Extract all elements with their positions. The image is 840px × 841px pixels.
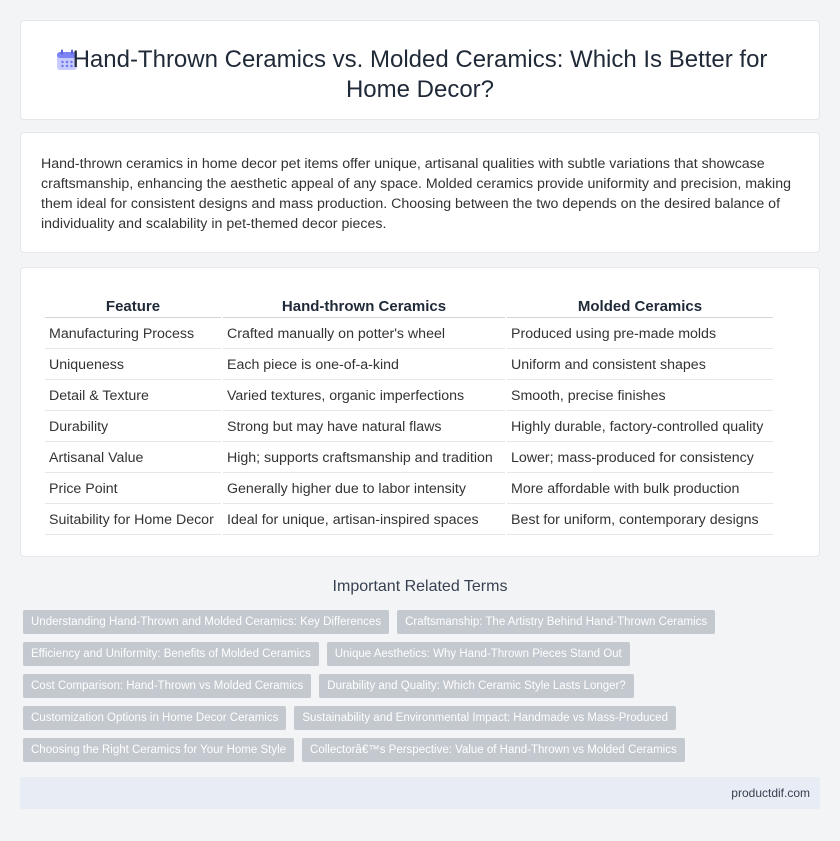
molded-cell: Produced using pre-made molds [507, 320, 773, 349]
related-term-tag[interactable]: Efficiency and Uniformity: Benefits of Molded Ceramics [23, 642, 319, 666]
hand-thrown-cell: Each piece is one-of-a-kind [223, 351, 505, 380]
column-header-feature: Feature [45, 296, 221, 318]
feature-cell: Manufacturing Process [45, 320, 221, 349]
table-row [45, 444, 773, 473]
related-term-tag[interactable]: Unique Aesthetics: Why Hand-Thrown Pieces Stand Out [327, 642, 630, 666]
related-term-tag[interactable]: Understanding Hand-Thrown and Molded Ceramics: Key Differences [23, 610, 389, 634]
feature-cell: Price Point [45, 475, 221, 504]
feature-cell: Detail & Texture [45, 382, 221, 411]
table-row [45, 413, 773, 442]
intro-paragraph: Hand-thrown ceramics in home decor pet items offer unique, artisanal qualities with subtle variations that showcase craftsmanship, enhancing the aesthetic appeal of any space. Molded ceramics provide uniformity and precision, making them ideal for consistent designs and mass production. Choosing between the two depends on the desired balance of individuality and scalability in pet-themed decor pieces. [41, 156, 791, 232]
feature-cell: Artisanal Value [45, 444, 221, 473]
related-term-tag[interactable]: Customization Options in Home Decor Ceramics [23, 706, 286, 730]
related-term-tag[interactable]: Durability and Quality: Which Ceramic Style Lasts Longer? [319, 674, 634, 698]
feature-cell: Suitability for Home Decor [45, 506, 221, 535]
molded-cell: Best for uniform, contemporary designs [507, 506, 773, 535]
table-row [45, 320, 773, 349]
comparison-card [20, 267, 820, 557]
intro-card [20, 132, 820, 253]
hand-thrown-cell: Strong but may have natural flaws [223, 413, 505, 442]
hand-thrown-cell: High; supports craftsmanship and tradition [223, 444, 505, 473]
column-header-hand-thrown: Hand-thrown Ceramics [223, 296, 505, 318]
header-card [20, 20, 820, 120]
page-title: Hand-Thrown Ceramics vs. Molded Ceramics: Which Is Better for Home Decor? [72, 46, 768, 103]
related-term-tag[interactable]: Craftsmanship: The Artistry Behind Hand-Thrown Ceramics [397, 610, 715, 634]
related-term-tag[interactable]: Collectorâ€™s Perspective: Value of Hand-Thrown vs Molded Ceramics [302, 738, 685, 762]
related-terms-heading: Important Related Terms [332, 578, 508, 595]
hand-thrown-cell: Crafted manually on potter's wheel [223, 320, 505, 349]
molded-cell: Smooth, precise finishes [507, 382, 773, 411]
table-header-row [45, 296, 773, 318]
molded-cell: Uniform and consistent shapes [507, 351, 773, 380]
table-row [45, 351, 773, 380]
feature-cell: Uniqueness [45, 351, 221, 380]
hand-thrown-cell: Ideal for unique, artisan-inspired spaces [223, 506, 505, 535]
footer-bar [20, 777, 820, 809]
feature-cell: Durability [45, 413, 221, 442]
related-terms-list [23, 610, 743, 762]
molded-cell: Lower; mass-produced for consistency [507, 444, 773, 473]
molded-cell: Highly durable, factory-controlled quality [507, 413, 773, 442]
hand-thrown-cell: Generally higher due to labor intensity [223, 475, 505, 504]
footer-site-link[interactable]: productdif.com [731, 786, 810, 800]
column-header-molded: Molded Ceramics [507, 296, 773, 318]
comparison-table [43, 294, 775, 537]
table-row [45, 382, 773, 411]
table-row [45, 475, 773, 504]
related-term-tag[interactable]: Choosing the Right Ceramics for Your Home Style [23, 738, 294, 762]
related-term-tag[interactable]: Cost Comparison: Hand-Thrown vs Molded Ceramics [23, 674, 311, 698]
molded-cell: More affordable with bulk production [507, 475, 773, 504]
related-term-tag[interactable]: Sustainability and Environmental Impact: Handmade vs Mass-Produced [294, 706, 676, 730]
hand-thrown-cell: Varied textures, organic imperfections [223, 382, 505, 411]
table-row [45, 506, 773, 535]
